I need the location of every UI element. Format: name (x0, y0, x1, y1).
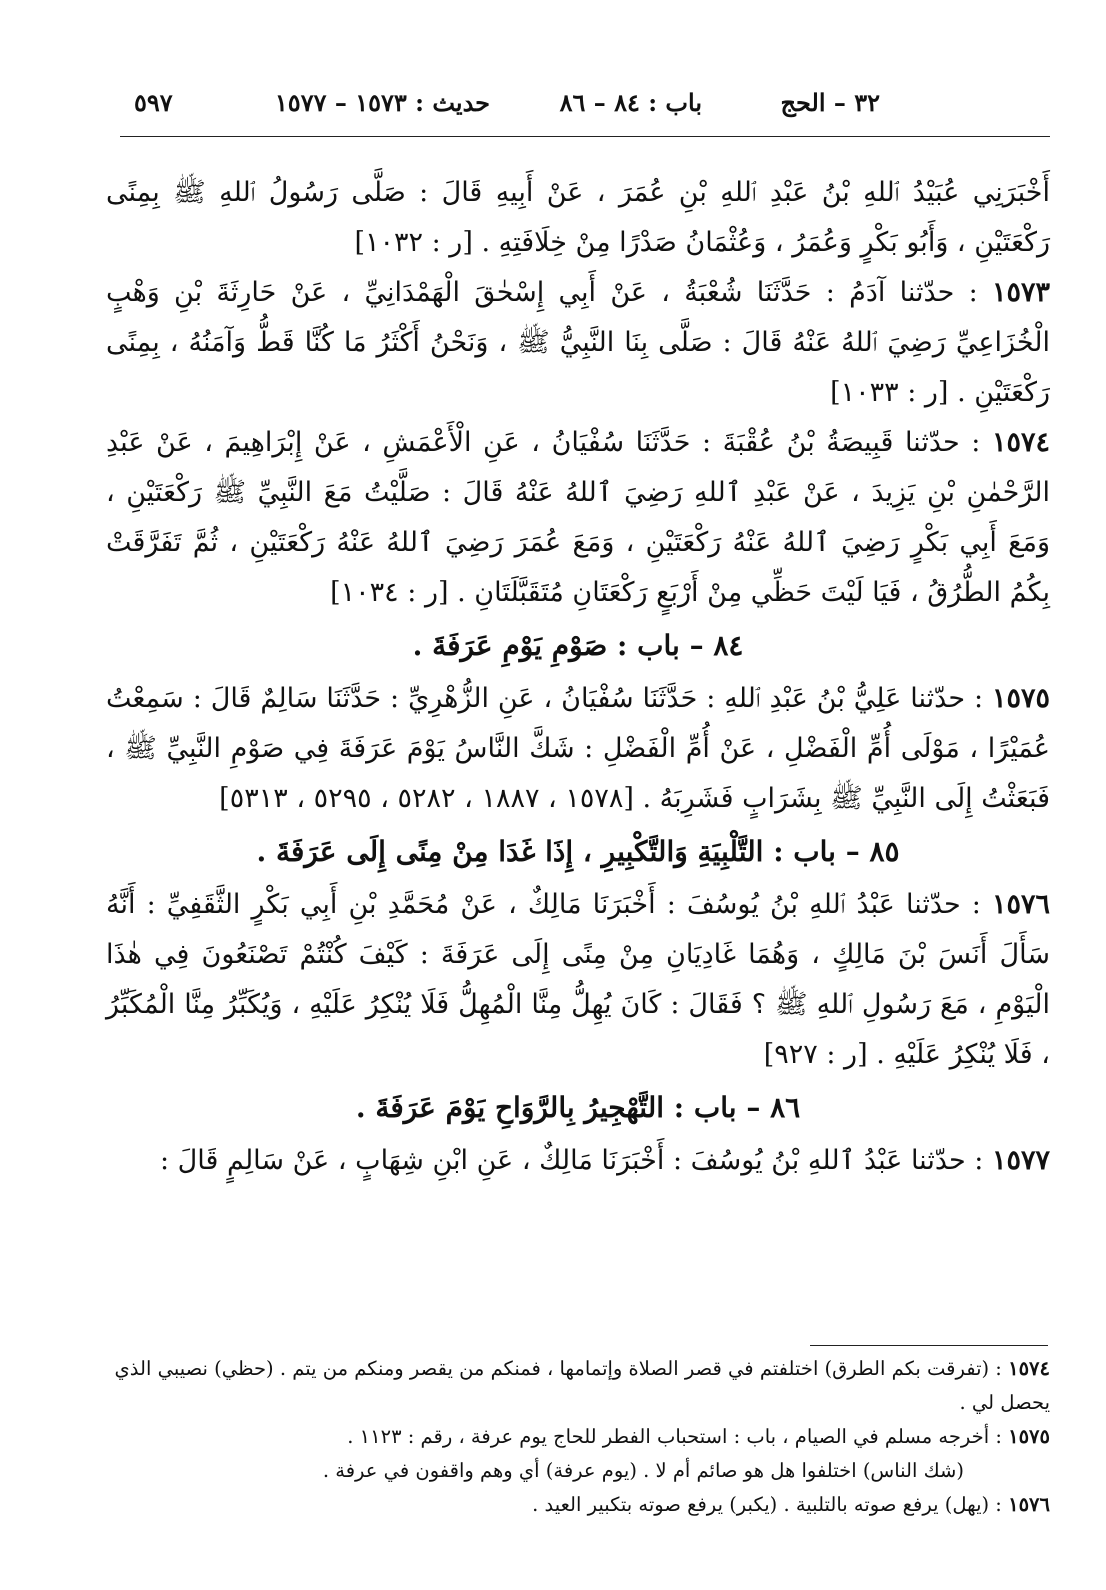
book-title: ٣٢ – الحج (780, 88, 880, 117)
footnote-text: : (يهل) يرفع صوته بالتلبية . (يكبر) يرفع صوته بتكبير العيد . (532, 1493, 1002, 1516)
footnotes (106, 1352, 1050, 1522)
hadith-number: ١٥٧٦ (991, 889, 1050, 920)
page-number: ٥٩٧ (134, 88, 173, 117)
hadith-number: ١٥٧٧ (991, 1145, 1050, 1176)
chapter-heading-84: ٨٤ – باب : صَوْمِ يَوْمِ عَرَفَةَ . (412, 629, 744, 662)
cross-reference: [ر : ١٠٣٤] (330, 577, 449, 608)
footnote-1574 (106, 1352, 1050, 1420)
cross-reference: [ر : ١٠٣٢] (354, 227, 473, 258)
footnote-1575 (106, 1420, 1050, 1454)
hadith-1577 (106, 1136, 1050, 1186)
footnote-divider (810, 1345, 1048, 1346)
cross-reference: [١٥٧٨ ، ١٨٨٧ ، ٥٢٨٢ ، ٥٢٩٥ ، ٥٣١٣] (219, 783, 634, 814)
paragraph-intro (106, 168, 1050, 268)
intro-text: أَخْبَرَنِي عُبَيْدُ ٱللهِ بْنُ عَبْدِ ٱللهِ بْنِ عُمَرَ ، عَنْ أَبِيهِ قَالَ : صَلَّى رَسُولُ ٱللهِ ﷺ بِمِنًى رَكْعَتَيْنِ ، وَأَبُو بَكْرٍ وَعُمَرُ ، وَعُثْمَانُ صَدْرًا مِنْ خِلَافَتِهِ . (106, 177, 1050, 258)
chapter-range: باب : ٨٤ – ٨٦ (559, 88, 702, 117)
hadith-number: ١٥٧٣ (991, 277, 1050, 308)
hadith-text: : حدّثنا عَبْدُ ٱللهِ بْنُ يُوسُفَ : أَخْبَرَنَا مَالِكٌ ، عَنِ ابْنِ شِهَابٍ ، عَنْ سَالِمٍ قَالَ : (159, 1145, 984, 1176)
hadith-text: : حدّثنا آدَمُ : حَدَّثَنَا شُعْبَةُ ، عَنْ أَبِي إِسْحٰقَ الْهَمْدَانِيِّ ، عَنْ حَارِثَةَ بْنِ وَهْبٍ الْخُزَاعِيِّ رَضِيَ ٱللهُ عَنْهُ قَالَ : صَلَّى بِنَا النَّبِيُّ ﷺ ، وَنَحْنُ أَكْثَرُ مَا كُنَّا قَطُّ وَآمَنُهُ ، بِمِنًى رَكْعَتَيْنِ . (106, 277, 1050, 408)
chapter-heading-86: ٨٦ – باب : التَّهْجِيرُ بِالرَّوَاحِ يَوْمَ عَرَفَةَ . (355, 1091, 801, 1124)
header-divider (120, 136, 1050, 137)
hadith-number: ١٥٧٤ (991, 427, 1050, 458)
hadith-text: : حدّثنا عَلِيُّ بْنُ عَبْدِ ٱللهِ : حَدَّثَنَا سُفْيَانُ ، عَنِ الزُّهْرِيِّ : حَدَّثَنَا سَالِمٌ قَالَ : سَمِعْتُ عُمَيْرًا ، مَوْلَى أُمِّ الْفَضْلِ ، عَنْ أُمِّ الْفَضْلِ : شَكَّ النَّاسُ يَوْمَ عَرَفَةَ فِي صَوْمِ النَّبِيِّ ﷺ ، فَبَعَثْتُ إِلَى النَّبِيِّ ﷺ بِشَرَابٍ فَشَرِبَهُ . (106, 683, 1050, 814)
footnote-1576 (106, 1488, 1050, 1522)
hadith-1575 (106, 674, 1050, 824)
footnote-text: : (تفرقت بكم الطرق) اختلفتم في قصر الصلاة وإتمامها ، فمنكم من يقصر ومنكم من يتم . (حظي) نصيبي الذي يحصل لي . (114, 1357, 1050, 1414)
footnote-number: ١٥٧٤ (1008, 1357, 1050, 1380)
cross-reference: [ر : ١٠٣٣] (830, 377, 949, 408)
hadith-range: حديث : ١٥٧٣ – ١٥٧٧ (274, 88, 490, 117)
running-header (120, 84, 1050, 124)
footnote-number: ١٥٧٦ (1008, 1493, 1050, 1516)
main-text (106, 168, 1050, 1186)
hadith-1574 (106, 418, 1050, 618)
hadith-text: : حدّثنا عَبْدُ ٱللهِ بْنُ يُوسُفَ : أَخْبَرَنَا مَالِكٌ ، عَنْ مُحَمَّدِ بْنِ أَبِي بَكْرٍ الثَّقَفِيِّ : أَنَّهُ سَأَلَ أَنَسَ بْنَ مَالِكٍ ، وَهُمَا غَادِيَانِ مِنْ مِنًى إِلَى عَرَفَةَ : كَيْفَ كُنْتُمْ تَصْنَعُونَ فِي هٰذَا الْيَوْمِ ، مَعَ رَسُولِ ٱللهِ ﷺ ؟ فَقَالَ : كَانَ يُهِلُّ مِنَّا الْمُهِلُّ فَلَا يُنْكِرُ عَلَيْهِ ، وَيُكَبِّرُ مِنَّا الْمُكَبِّرُ ، فَلَا يُنْكِرُ عَلَيْهِ . (106, 889, 1050, 1070)
chapter-heading-85: ٨٥ – باب : التَّلْبِيَةِ وَالتَّكْبِيرِ ، إِذَا غَدَا مِنْ مِنًى إِلَى عَرَفَةَ . (256, 835, 900, 868)
hadith-number: ١٥٧٥ (991, 683, 1050, 714)
footnote-number: ١٥٧٥ (1008, 1425, 1050, 1448)
cross-reference: [ر : ٩٢٧] (763, 1039, 868, 1070)
hadith-text: : حدّثنا قَبِيصَةُ بْنُ عُقْبَةَ : حَدَّثَنَا سُفْيَانُ ، عَنِ الْأَعْمَشِ ، عَنْ إِبْرَاهِيمَ ، عَنْ عَبْدِ الرَّحْمٰنِ بْنِ يَزِيدَ ، عَنْ عَبْدِ ٱللهِ رَضِيَ ٱللهُ عَنْهُ قَالَ : صَلَّيْتُ مَعَ النَّبِيِّ ﷺ رَكْعَتَيْنِ ، وَمَعَ أَبِي بَكْرٍ رَضِيَ ٱللهُ عَنْهُ رَكْعَتَيْنِ ، وَمَعَ عُمَرَ رَضِيَ ٱللهُ عَنْهُ رَكْعَتَيْنِ ، ثُمَّ تَفَرَّقَتْ بِكُمُ الطُّرُقُ ، فَيَا لَيْتَ حَظِّي مِنْ أَرْبَعٍ رَكْعَتَانِ مُتَقَبَّلَتَانِ . (106, 427, 1050, 608)
footnote-1575-continued: (شك الناس) اختلفوا هل هو صائم أم لا . (يوم عرفة) أي وهم واقفون في عرفة . (322, 1459, 964, 1482)
hadith-1576 (106, 880, 1050, 1080)
hadith-1573 (106, 268, 1050, 418)
footnote-text: : أخرجه مسلم في الصيام ، باب : استحباب الفطر للحاج يوم عرفة ، رقم : ١١٢٣ . (347, 1425, 1002, 1448)
